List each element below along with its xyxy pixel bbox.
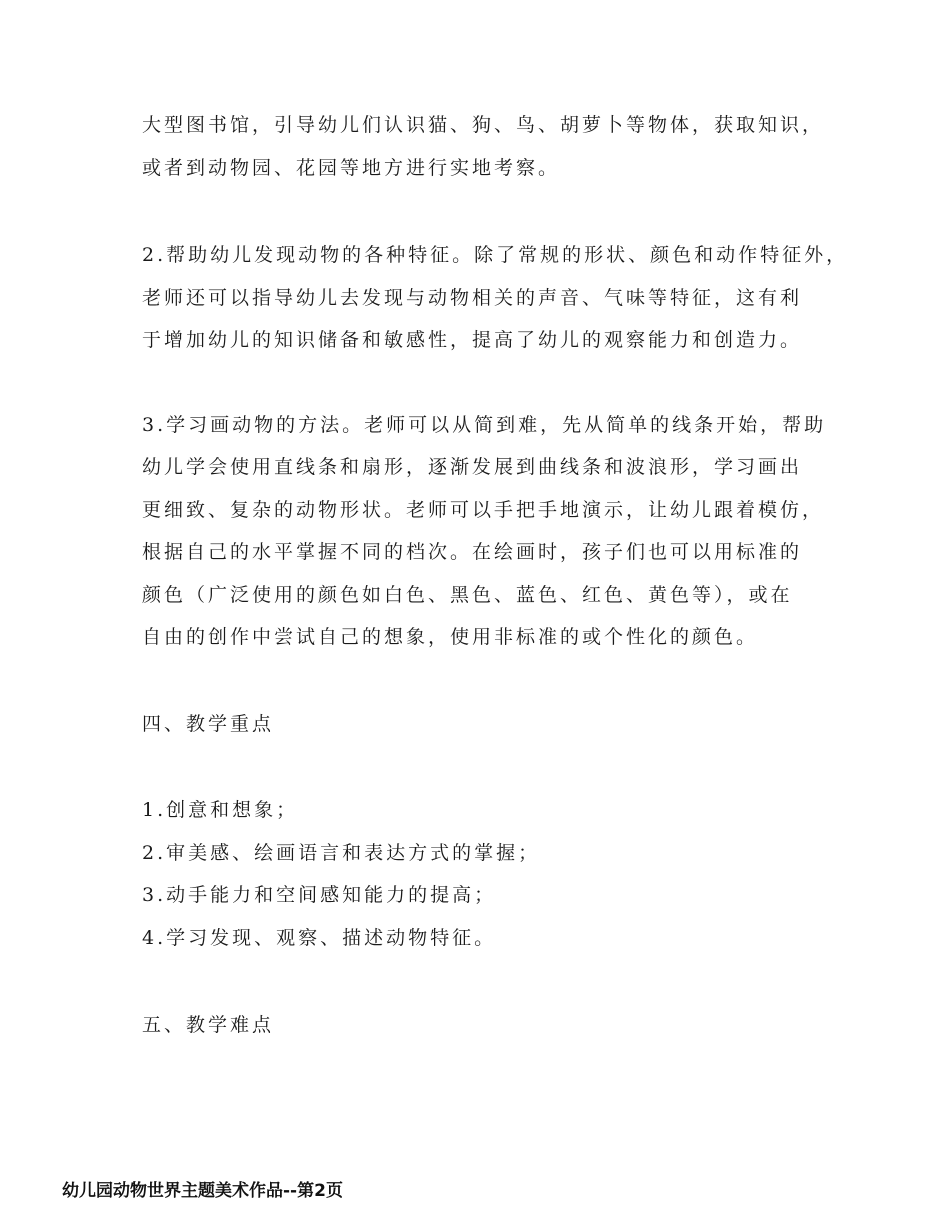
paragraph-1-line-2: 或者到动物园、花园等地方进行实地考察。 — [142, 157, 561, 179]
paragraph-1-line-1: 大型图书馆，引导幼儿们认识猫、狗、鸟、胡萝卜等物体，获取知识， — [142, 114, 825, 136]
page-footer: 幼儿园动物世界主题美术作品--第2页 — [62, 1181, 343, 1201]
paragraph-3-line-2: 幼儿学会使用直线条和扇形，逐渐发展到曲线条和波浪形，学习画出 — [142, 456, 803, 478]
paragraph-2-line-2: 老师还可以指导幼儿去发现与动物相关的声音、气味等特征，这有利 — [142, 287, 803, 309]
section-4-item-4: 4.学习发现、观察、描述动物特征。 — [142, 927, 497, 949]
section-4-item-2: 2.审美感、绘画语言和表达方式的掌握； — [142, 842, 541, 864]
paragraph-3-line-4: 根据自己的水平掌握不同的档次。在绘画时，孩子们也可以用标准的 — [142, 541, 803, 563]
paragraph-3-line-6: 自由的创作中尝试自己的想象，使用非标准的或个性化的颜色。 — [142, 626, 759, 648]
paragraph-3-line-1: 3.学习画动物的方法。老师可以从简到难，先从简单的线条开始，帮助 — [142, 414, 827, 436]
paragraph-3-line-5: 颜色（广泛使用的颜色如白色、黑色、蓝色、红色、黄色等），或在 — [142, 584, 793, 606]
paragraph-2-line-1: 2.帮助幼儿发现动物的各种特征。除了常规的形状、颜色和动作特征外， — [142, 244, 849, 266]
paragraph-3-line-3: 更细致、复杂的动物形状。老师可以手把手地演示，让幼儿跟着模仿， — [142, 499, 825, 521]
section-4-item-1: 1.创意和想象； — [142, 799, 299, 821]
section-4-item-3: 3.动手能力和空间感知能力的提高； — [142, 884, 497, 906]
section-5-heading: 五、教学难点 — [142, 1014, 275, 1036]
paragraph-2-line-3: 于增加幼儿的知识储备和敏感性，提高了幼儿的观察能力和创造力。 — [142, 329, 803, 351]
section-4-heading: 四、教学重点 — [142, 713, 275, 735]
